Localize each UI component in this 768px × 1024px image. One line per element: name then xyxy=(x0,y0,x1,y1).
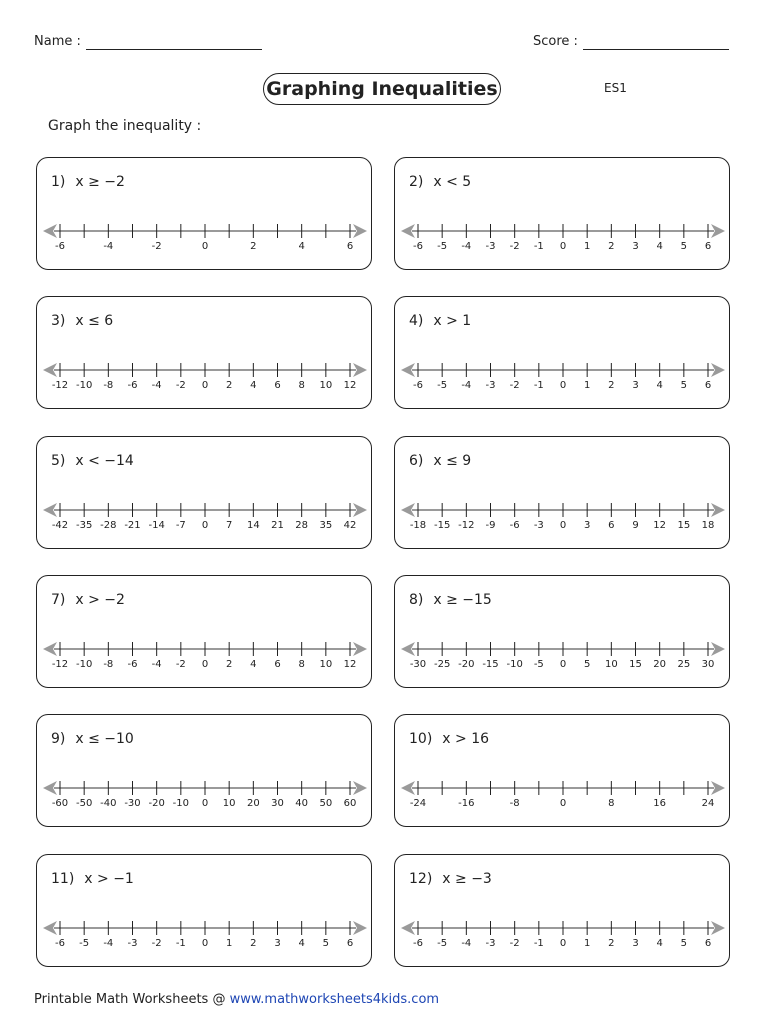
footer-text: Printable Math Worksheets @ xyxy=(34,992,226,1007)
tick-label: -7 xyxy=(175,520,186,531)
number-line[interactable] xyxy=(37,489,373,533)
tick-label: -6 xyxy=(55,241,65,252)
problem-inequality: x > −2 xyxy=(75,592,125,608)
tick-label: -3 xyxy=(485,938,496,949)
problem-inequality: x ≤ −10 xyxy=(75,731,134,747)
tick-label: 4 xyxy=(298,241,305,252)
tick-label: -1 xyxy=(533,241,544,252)
tick-label: -3 xyxy=(533,520,544,531)
tick-label: -6 xyxy=(55,938,65,949)
tick-label: 24 xyxy=(701,798,715,809)
number-line[interactable] xyxy=(37,628,373,672)
tick-label: 5 xyxy=(322,938,330,949)
tick-label: 20 xyxy=(246,798,260,809)
tick-label: -9 xyxy=(485,520,496,531)
tick-label: -2 xyxy=(509,938,520,949)
tick-label: -8 xyxy=(103,380,114,391)
worksheet-title-text: Graphing Inequalities xyxy=(266,78,498,100)
tick-label: -6 xyxy=(127,659,138,670)
problem-card xyxy=(36,296,372,409)
tick-label: 8 xyxy=(298,659,305,670)
tick-label: -2 xyxy=(175,380,186,391)
tick-label: -2 xyxy=(509,241,520,252)
tick-label: 0 xyxy=(201,520,209,531)
tick-label: -6 xyxy=(413,241,423,252)
tick-label: -6 xyxy=(127,380,138,391)
tick-label: -2 xyxy=(175,659,186,670)
tick-label: 0 xyxy=(559,241,567,252)
name-field-line[interactable] xyxy=(86,49,262,50)
problem-inequality: x ≥ −15 xyxy=(433,592,492,608)
number-line[interactable] xyxy=(395,349,731,393)
problem-card xyxy=(36,854,372,967)
tick-label: -6 xyxy=(413,380,423,391)
tick-label: -28 xyxy=(100,520,117,531)
problem-card xyxy=(394,714,730,827)
problem-statement xyxy=(51,174,125,190)
problem-card xyxy=(394,575,730,688)
tick-label: 6 xyxy=(704,380,712,391)
number-line[interactable] xyxy=(37,210,373,254)
tick-label: -20 xyxy=(458,659,475,670)
tick-label: -25 xyxy=(433,659,451,670)
problem-card xyxy=(394,436,730,549)
tick-label: 4 xyxy=(250,380,257,391)
problem-statement xyxy=(409,592,492,608)
problem-statement xyxy=(409,174,471,190)
tick-label: 2 xyxy=(608,241,615,252)
tick-label: 50 xyxy=(319,798,333,809)
tick-label: -4 xyxy=(461,241,472,252)
tick-label: 1 xyxy=(583,241,591,252)
tick-label: -12 xyxy=(458,520,475,531)
tick-label: -6 xyxy=(509,520,520,531)
tick-label: -21 xyxy=(124,520,141,531)
tick-label: 4 xyxy=(656,938,663,949)
tick-label: 2 xyxy=(250,241,257,252)
tick-label: 10 xyxy=(604,659,618,670)
problem-statement xyxy=(409,453,471,469)
tick-label: 10 xyxy=(319,380,333,391)
tick-label: 4 xyxy=(656,380,663,391)
tick-label: 2 xyxy=(608,380,615,391)
problem-card xyxy=(394,296,730,409)
problem-statement xyxy=(51,731,134,747)
tick-label: -8 xyxy=(103,659,114,670)
problem-statement xyxy=(51,453,134,469)
tick-label: -4 xyxy=(103,241,114,252)
tick-label: 4 xyxy=(298,938,305,949)
tick-label: 7 xyxy=(225,520,233,531)
problem-inequality: x > −1 xyxy=(84,871,134,887)
score-label: Score : xyxy=(533,34,578,49)
problem-statement xyxy=(51,592,125,608)
problem-number: 7) xyxy=(51,592,66,608)
tick-label: 6 xyxy=(274,380,281,391)
problem-card xyxy=(36,157,372,270)
number-line[interactable] xyxy=(37,907,373,951)
tick-label: 18 xyxy=(701,520,715,531)
problem-number: 11) xyxy=(51,871,75,887)
problem-statement xyxy=(51,313,113,329)
problem-card xyxy=(36,575,372,688)
tick-label: 10 xyxy=(222,798,236,809)
tick-label: 5 xyxy=(583,659,591,670)
problem-statement xyxy=(409,313,471,329)
problem-number: 12) xyxy=(409,871,433,887)
worksheet-code: ES1 xyxy=(604,81,627,95)
tick-label: -5 xyxy=(437,241,448,252)
tick-label: 0 xyxy=(559,798,567,809)
tick-label: -4 xyxy=(103,938,114,949)
tick-label: 12 xyxy=(343,380,357,391)
tick-label: -2 xyxy=(509,380,520,391)
instruction-text: Graph the inequality : xyxy=(48,118,202,134)
problem-inequality: x ≥ −2 xyxy=(75,174,125,190)
problem-number: 2) xyxy=(409,174,424,190)
tick-label: -1 xyxy=(533,380,544,391)
tick-label: -20 xyxy=(148,798,165,809)
tick-label: -30 xyxy=(409,659,427,670)
tick-label: -1 xyxy=(533,938,544,949)
problem-number: 4) xyxy=(409,313,424,329)
footer-link[interactable]: www.mathworksheets4kids.com xyxy=(229,992,440,1007)
problem-inequality: x ≤ 6 xyxy=(75,313,114,329)
score-field-line[interactable] xyxy=(583,49,729,50)
number-line[interactable] xyxy=(395,767,731,811)
tick-label: 1 xyxy=(583,938,591,949)
tick-label: -12 xyxy=(51,380,69,391)
tick-label: 5 xyxy=(680,241,688,252)
tick-label: 35 xyxy=(319,520,333,531)
tick-label: 3 xyxy=(632,241,639,252)
tick-label: 8 xyxy=(608,798,615,809)
problem-statement xyxy=(409,871,492,887)
tick-label: -30 xyxy=(124,798,141,809)
tick-label: 0 xyxy=(201,938,209,949)
problem-number: 8) xyxy=(409,592,424,608)
number-line[interactable] xyxy=(395,489,731,533)
problem-number: 6) xyxy=(409,453,424,469)
tick-label: -4 xyxy=(461,938,472,949)
tick-label: -6 xyxy=(413,938,423,949)
number-line[interactable] xyxy=(37,767,373,811)
problem-inequality: x ≤ 9 xyxy=(433,453,472,469)
tick-label: 2 xyxy=(225,380,233,391)
tick-label: 6 xyxy=(346,241,354,252)
tick-label: -50 xyxy=(75,798,93,809)
problem-inequality: x < 5 xyxy=(433,174,472,190)
tick-label: -42 xyxy=(51,520,69,531)
tick-label: -15 xyxy=(433,520,451,531)
tick-label: 5 xyxy=(680,380,688,391)
tick-label: -12 xyxy=(51,659,69,670)
tick-label: 2 xyxy=(250,938,257,949)
problem-card xyxy=(36,436,372,549)
tick-label: 30 xyxy=(271,798,284,809)
tick-label: 4 xyxy=(250,659,257,670)
tick-label: 12 xyxy=(343,659,357,670)
tick-label: 5 xyxy=(680,938,688,949)
tick-label: 6 xyxy=(274,659,281,670)
problem-card xyxy=(394,157,730,270)
tick-label: 28 xyxy=(295,520,309,531)
tick-label: 0 xyxy=(559,938,567,949)
tick-label: -5 xyxy=(437,938,448,949)
name-label: Name : xyxy=(34,34,81,49)
tick-label: -10 xyxy=(75,659,93,670)
tick-label: 0 xyxy=(559,520,567,531)
number-line[interactable] xyxy=(37,349,373,393)
problem-inequality: x < −14 xyxy=(75,453,134,469)
tick-label: 4 xyxy=(656,241,663,252)
tick-label: -60 xyxy=(51,798,69,809)
tick-label: -3 xyxy=(485,380,496,391)
problem-statement xyxy=(409,731,489,747)
tick-label: 0 xyxy=(201,798,209,809)
problem-inequality: x > 16 xyxy=(442,731,490,747)
tick-label: 6 xyxy=(704,241,712,252)
tick-label: -4 xyxy=(461,380,472,391)
problem-inequality: x > 1 xyxy=(433,313,472,329)
tick-label: 6 xyxy=(608,520,615,531)
tick-label: -1 xyxy=(175,938,186,949)
tick-label: 15 xyxy=(629,659,642,670)
tick-label: -5 xyxy=(79,938,90,949)
tick-label: 20 xyxy=(653,659,667,670)
tick-label: -2 xyxy=(151,938,162,949)
tick-label: -10 xyxy=(506,659,523,670)
tick-label: 3 xyxy=(632,380,639,391)
tick-label: 30 xyxy=(701,659,715,670)
worksheet-title xyxy=(263,73,501,105)
tick-label: -4 xyxy=(151,659,162,670)
tick-label: 21 xyxy=(271,520,284,531)
tick-label: -14 xyxy=(148,520,165,531)
number-line[interactable] xyxy=(395,907,731,951)
tick-label: 40 xyxy=(295,798,309,809)
tick-label: 42 xyxy=(343,520,357,531)
number-line[interactable] xyxy=(395,628,731,672)
tick-label: 2 xyxy=(225,659,233,670)
tick-label: 25 xyxy=(677,659,691,670)
tick-label: -24 xyxy=(409,798,427,809)
tick-label: 14 xyxy=(246,520,260,531)
tick-label: 0 xyxy=(201,241,209,252)
tick-label: 0 xyxy=(201,380,209,391)
problem-statement xyxy=(51,871,134,887)
problem-number: 10) xyxy=(409,731,433,747)
tick-label: 60 xyxy=(343,798,357,809)
tick-label: 12 xyxy=(653,520,667,531)
tick-label: -35 xyxy=(75,520,93,531)
footer xyxy=(34,992,439,1007)
tick-label: -10 xyxy=(172,798,190,809)
problem-card xyxy=(394,854,730,967)
tick-label: 0 xyxy=(559,380,567,391)
tick-label: 9 xyxy=(632,520,639,531)
problem-number: 5) xyxy=(51,453,66,469)
problem-number: 9) xyxy=(51,731,66,747)
tick-label: 6 xyxy=(704,938,712,949)
problem-number: 1) xyxy=(51,174,66,190)
problem-inequality: x ≥ −3 xyxy=(442,871,492,887)
tick-label: -4 xyxy=(151,380,162,391)
tick-label: -16 xyxy=(458,798,475,809)
tick-label: 3 xyxy=(632,938,639,949)
tick-label: 6 xyxy=(346,938,354,949)
problem-card xyxy=(36,714,372,827)
tick-label: -2 xyxy=(151,241,162,252)
tick-label: 0 xyxy=(201,659,209,670)
tick-label: 8 xyxy=(298,380,305,391)
tick-label: 15 xyxy=(677,520,691,531)
tick-label: 1 xyxy=(583,380,591,391)
tick-label: -18 xyxy=(409,520,427,531)
tick-label: 3 xyxy=(583,520,591,531)
tick-label: 16 xyxy=(653,798,667,809)
tick-label: -3 xyxy=(127,938,138,949)
tick-label: -5 xyxy=(533,659,544,670)
tick-label: 0 xyxy=(559,659,567,670)
tick-label: -10 xyxy=(75,380,93,391)
tick-label: 3 xyxy=(274,938,281,949)
tick-label: 1 xyxy=(225,938,233,949)
tick-label: 10 xyxy=(319,659,333,670)
number-line[interactable] xyxy=(395,210,731,254)
tick-label: -8 xyxy=(509,798,520,809)
tick-label: -15 xyxy=(482,659,499,670)
problem-number: 3) xyxy=(51,313,66,329)
tick-label: -3 xyxy=(485,241,496,252)
tick-label: 2 xyxy=(608,938,615,949)
tick-label: -5 xyxy=(437,380,448,391)
tick-label: -40 xyxy=(100,798,117,809)
